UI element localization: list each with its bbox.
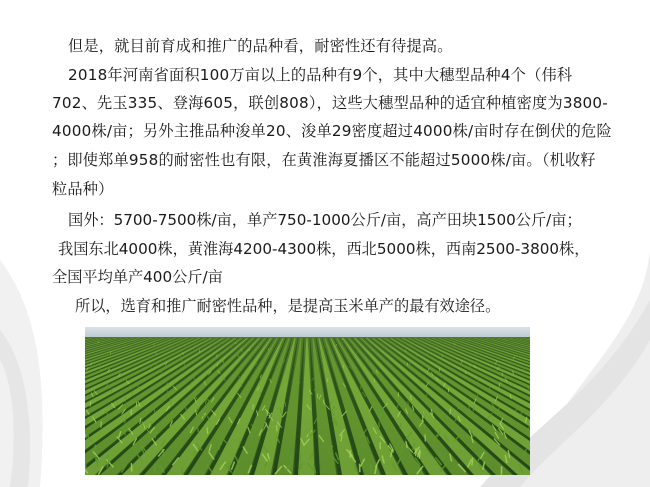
paragraph-2-line-4: ；即使郑单958的耐密性也有限，在黄淮海夏播区不能超过5000株/亩。（机收籽 [52,151,596,169]
paragraph-2-line-1: 2018年河南省面积100万亩以上的品种有9个，其中大穗型品种4个（伟科 [68,66,573,84]
paragraph-2-line-2: 702、先玉335、登海605，联创808），这些大穗型品种的适宜种植密度为3800- [52,94,608,112]
paragraph-2-line-5: 粒品种） [52,180,114,198]
paragraph-3-overseas: 国外：5700-7500株/亩，单产750-1000公斤/亩，高产田块1500公斤/亩； [68,211,582,229]
cornfield-photo [85,327,530,475]
paragraph-1: 但是，就目前育成和推广的品种看，耐密性还有待提高。 [68,37,453,55]
paragraph-5-conclusion: 所以，选育和推广耐密性品种，是提高玉米单产的最有效途径。 [75,297,501,315]
paragraph-4-line-1: 我国东北4000株，黄淮海4200-4300株，西北5000株，西南2500-3800株， [58,240,590,258]
paragraph-4-line-2: 全国平均单产400公斤/亩 [52,268,223,286]
paragraph-2-line-3: 4000株/亩；另外主推品种浚单20、浚单29密度超过4000株/亩时存在倒伏的危险 [52,122,612,140]
